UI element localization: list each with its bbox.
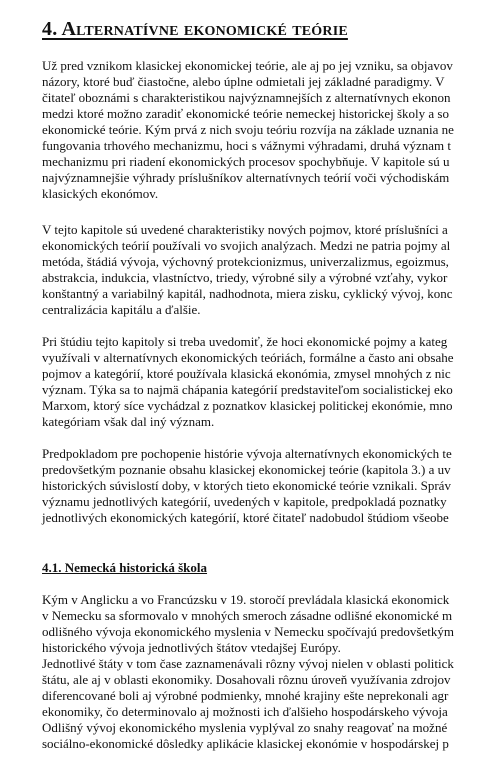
- text-line: kategóriam však dal iný význam.: [42, 414, 215, 429]
- text-line: klasických ekonómov.: [42, 186, 159, 201]
- text-line: Kým v Anglicku a vo Francúzsku v 19. storočí prevládala klasická ekonomick: [42, 592, 450, 607]
- text-line: Predpokladom pre pochopenie histórie vývoja alternatívnych ekonomických te: [42, 446, 452, 461]
- chapter-title: 4. Alternatívne ekonomické teórie: [42, 18, 348, 40]
- text-line: Pri štúdiu tejto kapitoly si treba uvedomiť, že hoci ekonomické pojmy a kateg: [42, 334, 448, 349]
- text-line: sociálno-ekonomické dôsledky aplikácie klasickej ekonómie v hospodárskej p: [42, 736, 449, 751]
- text-line: čitateľ oboznámi s charakteristikou najvýznamnejších z alternatívnych ekonon: [42, 90, 451, 105]
- text-line: využívali v alternatívnych ekonomických teóriách, formálne a často ani obsahe: [42, 350, 454, 365]
- text-line: fungovania trhového mechanizmu, hoci s vážnymi výhradami, druhá význam t: [42, 138, 452, 153]
- text-line: historických súvislostí doby, v ktorých tieto ekonomické teórie vznikali. Správ: [42, 478, 451, 493]
- paragraph-intro: [42, 58, 479, 202]
- text-line: konštantný a variabilný kapitál, nadhodnota, miera zisku, cyklický vývoj, konc: [42, 286, 453, 301]
- text-line: predovšetkým poznanie obsahu klasickej ekonomickej teórie (kapitola 3.) a uv: [42, 462, 451, 477]
- paragraph-study-note: [42, 334, 479, 430]
- text-line: ekonomické teórie. Kým prvá z nich svoju teóriu rozvíja na základe uznania ne: [42, 122, 454, 137]
- text-line: Už pred vznikom klasickej ekonomickej teórie, ale aj po jej vzniku, sa objavov: [42, 58, 453, 73]
- text-line: diferencované boli aj výrobné podmienky, mnohé krajiny ešte neprekonali agr: [42, 688, 449, 703]
- text-line: mechanizmu pri riadení ekonomických procesov spochybňuje. V kapitole sú u: [42, 154, 450, 169]
- text-line: Marxom, ktorý síce vychádzal z poznatkov klasickej politickej ekonómie, mno: [42, 398, 453, 413]
- text-line: významu jednotlivých kategórií, uvedených v kapitole, predpokladá poznatky: [42, 494, 447, 509]
- text-line: Jednotlivé štáty v tom čase zaznamenávali rôzny vývoj nielen v oblasti politick: [42, 656, 454, 671]
- text-line: medzi ktoré možno zaradiť ekonomické teórie nemeckej historickej školy a so: [42, 106, 449, 121]
- text-line: Odlišný vývoj ekonomického myslenia vyplýval zo snahy reagovať na možné: [42, 720, 448, 735]
- text-line: abstrakcia, indukcia, vlastníctvo, triedy, výrobné sily a výrobné vzťahy, vykor: [42, 270, 448, 285]
- text-line: historického vývoja jednotlivých štátov vtedajšej Európy.: [42, 640, 341, 655]
- text-line: štátu, ale aj v oblasti ekonomiky. Dosahovali rôznu úroveň využívania zdrojov: [42, 672, 451, 687]
- text-line: najvýznamnejšie výhrady príslušníkov alternatívnych teórií voči východiskám: [42, 170, 450, 185]
- text-line: jednotlivých ekonomických kategórií, ktoré čitateľ nadobudol štúdiom všeobe: [42, 510, 449, 525]
- paragraph-concepts: [42, 222, 479, 318]
- paragraph-section-body: [42, 592, 479, 752]
- text-line: ekonomických teórií používali vo svojich analýzach. Medzi ne patria pojmy al: [42, 238, 451, 253]
- text-line: metóda, štádiá vývoja, výchovný protekcionizmus, univerzalizmus, egoizmus,: [42, 254, 449, 269]
- text-line: V tejto kapitole sú uvedené charakteristiky nových pojmov, ktoré príslušníci a: [42, 222, 448, 237]
- text-line: v Nemecku sa sformovalo v mnohých smeroch zásadne odlišné ekonomické m: [42, 608, 453, 623]
- section-heading: 4.1. Nemecká historická škola: [42, 560, 208, 575]
- text-line: centralizácia kapitálu a ďalšie.: [42, 302, 201, 317]
- text-line: význam. Týka sa to najmä chápania kategórií predstaviteľom socialistickej eko: [42, 382, 453, 397]
- text-line: názory, ktoré buď čiastočne, alebo úplne odmietali jej základné paradigmy. V: [42, 74, 445, 89]
- text-line: ekonomiky, čo determinovalo aj možnosti ich ďalšieho hospodárskeho vývoja: [42, 704, 448, 719]
- paragraph-prerequisites: [42, 446, 479, 526]
- text-line: odlišného vývoja ekonomického myslenia v Nemecku spočívajú predovšetkým: [42, 624, 454, 639]
- text-line: pojmov a kategórií, ktoré používala klasická ekonómia, zmysel mnohých z nic: [42, 366, 451, 381]
